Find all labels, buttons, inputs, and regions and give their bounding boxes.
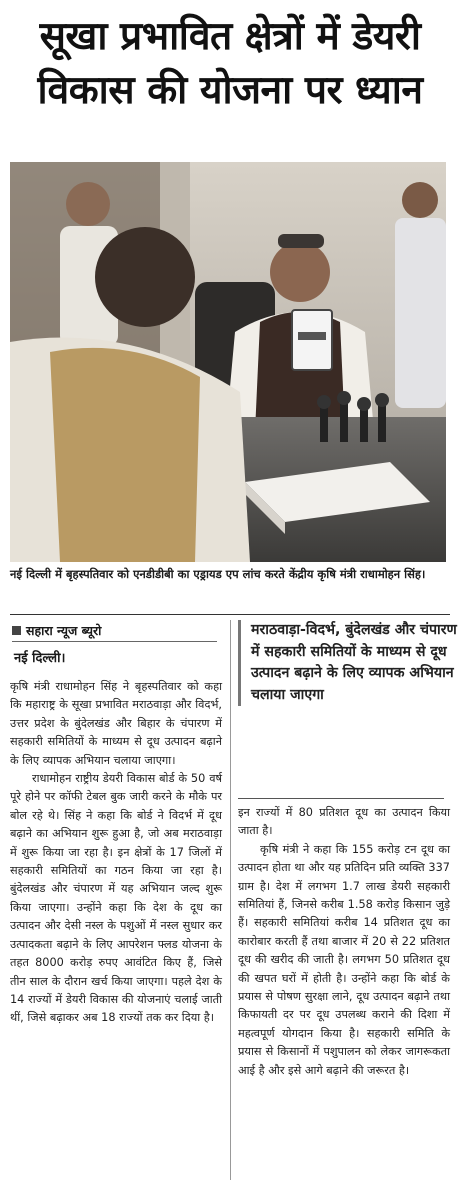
headline-line-1: सूखा प्रभावित क्षेत्रों में डेयरी xyxy=(39,14,421,59)
byline-rule xyxy=(12,641,217,642)
news-photo xyxy=(10,162,446,562)
divider xyxy=(10,614,450,615)
headline xyxy=(8,10,452,118)
paragraph: राधामोहन राष्ट्रीय डेयरी विकास बोर्ड के 50 वर्ष पूरे होने पर कॉफी टेबल बुक जारी करने के मौके पर बोल रहे थे। सिंह ने कहा कि बोर्ड ने विदर्भ में दूध बढ़ाने का अभियान शुरू हुआ है, जो अब मराठवाड़ा में शुरू किया जा रहा है। इन क्षेत्रों के 17 जिलों में सहकारी समितियों का गठन किया जा रहा है। बुंदेलखंड और चंपारण में यह अभियान जल्द शुरू किया जाएगा। उन्होंने कहा कि देश के दूध का उत्पादन और देसी नस्ल के पशुओं में नस्ल सुधार कर उत्पादकता बढ़ाने के लिए आपरेशन फ्लड योजना के तहत 8000 करोड़ रुपए आवंटित किए हैं, जिसे तीन साल के दौरान खर्च किया जाएगा। पहले देश के 14 राज्यों में डेयरी विकास की योजनाएं चलाई जाती थीं, जिसे बढ़ाकर अब 18 राज्यों तक कर दिया है। xyxy=(10,772,222,1025)
paragraph: कृषि मंत्री ने कहा कि 155 करोड़ टन दूध का उत्पादन होता था और यह प्रतिदिन प्रति व्यक्ति 337 ग्राम है। देश में लगभग 1.7 लाख डेयरी सहकारी समितियां हैं, जिनसे करीब 1.58 करोड़ किसान जुड़े हैं। सहकारी समितियां करीब 14 प्रतिशत दूध का कारोबार करती हैं तथा बाजार में 20 से 22 प्रतिशत दूध की खरीद की जाती है। लगभग 50 प्रतिशत दूध की खपत घरों में होती है। उन्होंने कहा कि बोर्ड के प्रयास से पोषण सुरक्षा लाने, दूध उत्पादन बढ़ाने तथा किफायती दर पर दूध उपलब्ध कराने की दिशा में महत्वपूर्ण योगदान किया है। सहकारी समिति के प्रयास से किसानों में पशुपालन को लेकर जागरूकता आई है और इसे आगे बढ़ाने की जरूरत है। xyxy=(238,842,450,1077)
headline-line-2: विकास की योजना पर ध्यान xyxy=(37,68,423,113)
press-conference-photo xyxy=(10,162,446,562)
square-bullet-icon xyxy=(12,626,21,635)
dateline: नई दिल्ली। xyxy=(14,651,66,666)
bureau-name: सहारा न्यूज ब्यूरो xyxy=(26,623,102,638)
pullquote-rule xyxy=(238,798,444,799)
pullquote: मराठवाड़ा-विदर्भ, बुंदेलखंड और चंपारण में सहकारी समितियों के माध्यम से दूध उत्पादन बढ़ाने के लिए व्यापक अभियान चलाया जाएगा xyxy=(251,622,457,703)
article-column-right xyxy=(238,804,450,1080)
article-column-left xyxy=(10,678,222,1028)
paragraph: कृषि मंत्री राधामोहन सिंह ने बृहस्पतिवार को कहा कि महाराष्ट्र के सूखा प्रभावित मराठवाड़ा और विदर्भ, उत्तर प्रदेश के बुंदेलखंड और बिहार के चंपारण में सहकारी समितियों के माध्यम से दूध उत्पादन बढ़ाने के लिए व्यापक अभियान चलाया जाएगा। xyxy=(10,680,222,767)
photo-caption: नई दिल्ली में बृहस्पतिवार को एनडीडीबी का एड्रायड एप लांच करते केंद्रीय कृषि मंत्री राधामोहन सिंह। xyxy=(10,567,426,581)
pullquote-box xyxy=(238,620,457,706)
paragraph: इन राज्यों में 80 प्रतिशत दूध का उत्पादन किया जाता है। xyxy=(238,806,450,838)
bureau-byline xyxy=(12,622,217,639)
column-divider xyxy=(230,620,231,1180)
